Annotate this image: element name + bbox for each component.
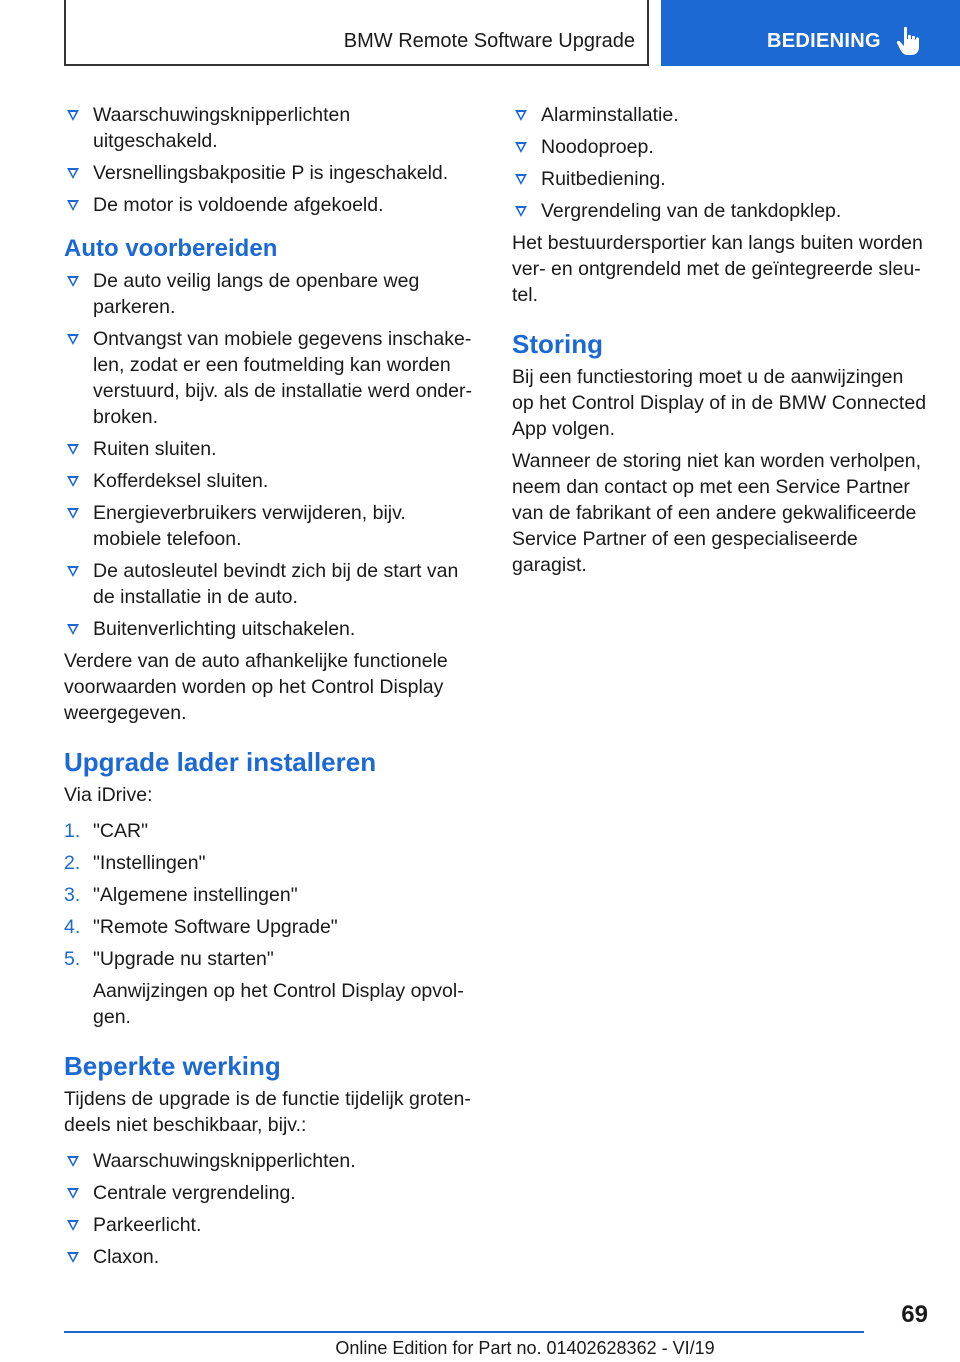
triangle-bullet-icon [67, 1188, 79, 1199]
header-title: BMW Remote Software Upgrade [343, 30, 635, 52]
list-item: Parkeerlicht. [64, 1212, 479, 1238]
triangle-bullet-icon [67, 624, 79, 635]
triangle-bullet-icon [515, 110, 527, 121]
list-item: Vergrendeling van de tankdopklep. [512, 198, 928, 224]
list-item: Noodoproep. [512, 134, 928, 160]
list-item: Ruitbediening. [512, 166, 928, 192]
triangle-bullet-icon [67, 566, 79, 577]
step-item: 5. "Upgrade nu starten" [64, 948, 274, 970]
install-intro: Via iDrive: [64, 784, 153, 806]
footer-edition: Online Edition for Part no. 01402628362 - VI/19 [335, 1338, 715, 1358]
triangle-bullet-icon [67, 110, 79, 121]
footer-rule [64, 1331, 864, 1333]
header-section-tab [661, 0, 960, 66]
heading-upgrade-lader: Upgrade lader installeren [64, 747, 377, 777]
triangle-bullet-icon [67, 508, 79, 519]
triangle-bullet-icon [515, 174, 527, 185]
hand-pointer-icon [896, 26, 922, 56]
steps-note: Aanwijzingen op het Control Display opvolgen. [93, 980, 464, 1028]
header-title-box [64, 0, 649, 66]
list-item: Ruiten sluiten. [64, 436, 479, 462]
list-item: Energieverbruikers verwijderen, bijv. mobiele telefoon. [64, 500, 479, 552]
list-item: Kofferdeksel sluiten. [64, 468, 479, 494]
triangle-bullet-icon [67, 1252, 79, 1263]
list-item: De auto veilig langs de openbare weg parkeren. [64, 268, 479, 320]
step-item: 4. "Remote Software Upgrade" [64, 916, 338, 938]
prep-note: Verdere van de auto afhankelijke functionele voorwaarden worden op het Control Display weergegeven. [64, 650, 448, 724]
fault-paragraph-1: Bij een functiestoring moet u de aanwijzingen op het Control Display of in de BMW Connected App volgen. [512, 366, 927, 440]
list-item: Buitenverlichting uitschakelen. [64, 616, 479, 642]
list-item: De motor is voldoende afgekoeld. [64, 192, 479, 218]
left-column [64, 102, 479, 1276]
list-item: Alarminstallatie. [512, 102, 928, 128]
page-number: 69 [901, 1301, 928, 1328]
triangle-bullet-icon [67, 334, 79, 345]
triangle-bullet-icon [515, 206, 527, 217]
triangle-bullet-icon [67, 168, 79, 179]
triangle-bullet-icon [67, 1156, 79, 1167]
triangle-bullet-icon [67, 200, 79, 211]
right-column [512, 102, 928, 584]
list-item: Ontvangst van mobiele gegevens inschakelen, zodat er een foutmelding kan worden verstuurd, bijv. als de installatie werd onderbroken. [64, 326, 479, 430]
heading-auto-voorbereiden: Auto voorbereiden [64, 235, 278, 262]
header-section-label: BEDIENING [767, 30, 881, 52]
triangle-bullet-icon [67, 444, 79, 455]
heading-beperkte-werking: Beperkte werking [64, 1051, 281, 1081]
triangle-bullet-icon [67, 1220, 79, 1231]
door-note: Het bestuurdersportier kan langs buiten worden ver- en ontgrendeld met de geïntegreerde sleutel. [512, 232, 923, 306]
triangle-bullet-icon [67, 276, 79, 287]
list-item: Waarschuwingsknipperlichten. [64, 1148, 479, 1174]
heading-storing: Storing [512, 329, 603, 359]
triangle-bullet-icon [515, 142, 527, 153]
list-item: De autosleutel bevindt zich bij de start van de installatie in de auto. [64, 558, 479, 610]
step-item: 3. "Algemene instellingen" [64, 884, 298, 906]
list-item: Versnellingsbakpositie P is ingeschakeld. [64, 160, 479, 186]
step-item: 1. "CAR" [64, 820, 149, 842]
list-item: Waarschuwingsknipperlichten uitgeschakeld. [64, 102, 479, 154]
list-item: Centrale vergrendeling. [64, 1180, 479, 1206]
triangle-bullet-icon [67, 476, 79, 487]
limited-intro: Tijdens de upgrade is de functie tijdelijk grotendeels niet beschikbaar, bijv.: [64, 1088, 471, 1136]
fault-paragraph-2: Wanneer de storing niet kan worden verholpen, neem dan contact op met een Service Partner van de fabrikant of een andere gekwalificeerde Service Partner of een gespecialiseerde garagist. [512, 450, 922, 576]
step-item: 2. "Instellingen" [64, 852, 206, 874]
list-item: Claxon. [64, 1244, 479, 1270]
